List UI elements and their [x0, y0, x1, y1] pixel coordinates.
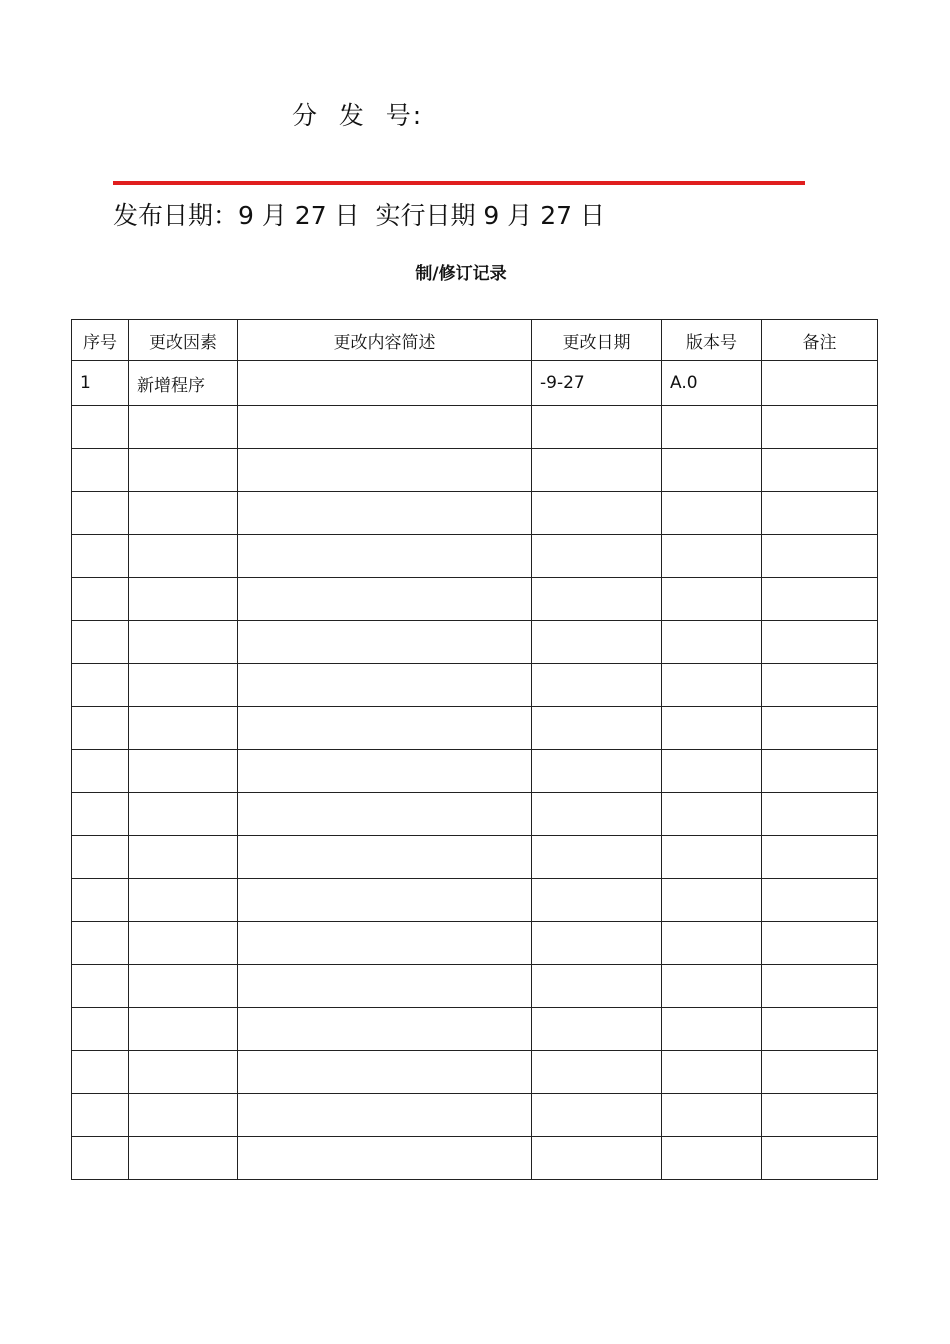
cell-remarks	[762, 750, 878, 793]
cell-remarks	[762, 1051, 878, 1094]
table-row	[72, 707, 878, 750]
cell-remarks	[762, 965, 878, 1008]
cell-remarks	[762, 406, 878, 449]
table-row	[72, 879, 878, 922]
cell-version	[662, 406, 762, 449]
cell-change-summary	[238, 578, 532, 621]
table-row	[72, 1051, 878, 1094]
cell-seq	[72, 1008, 129, 1051]
cell-change-summary	[238, 965, 532, 1008]
cell-change-date	[532, 449, 662, 492]
cell-remarks	[762, 578, 878, 621]
cell-change-summary	[238, 664, 532, 707]
cell-change-summary	[238, 793, 532, 836]
table-row	[72, 535, 878, 578]
cell-seq	[72, 750, 129, 793]
cell-change-date	[532, 406, 662, 449]
cell-version	[662, 922, 762, 965]
cell-remarks	[762, 492, 878, 535]
issue-effective-dates: 发布日期：9 月 27 日 实行日期 9 月 27 日	[113, 201, 605, 230]
cell-remarks	[762, 707, 878, 750]
cell-change-reason	[129, 793, 238, 836]
cell-change-summary	[238, 922, 532, 965]
cell-version	[662, 535, 762, 578]
cell-change-date	[532, 750, 662, 793]
cell-change-date	[532, 664, 662, 707]
cell-change-summary	[238, 1137, 532, 1180]
cell-change-date	[532, 1094, 662, 1137]
cell-change-reason	[129, 922, 238, 965]
cell-seq: 1	[72, 361, 129, 406]
cell-seq	[72, 879, 129, 922]
table-row	[72, 750, 878, 793]
cell-version	[662, 1051, 762, 1094]
cell-change-reason	[129, 449, 238, 492]
cell-change-reason	[129, 836, 238, 879]
cell-change-summary	[238, 879, 532, 922]
table-row	[72, 1008, 878, 1051]
cell-seq	[72, 535, 129, 578]
table-row	[72, 1094, 878, 1137]
cell-remarks	[762, 449, 878, 492]
cell-remarks	[762, 1094, 878, 1137]
red-divider	[113, 181, 805, 185]
cell-change-summary	[238, 1008, 532, 1051]
cell-seq	[72, 406, 129, 449]
cell-change-summary	[238, 1094, 532, 1137]
cell-change-reason	[129, 965, 238, 1008]
cell-version	[662, 449, 762, 492]
cell-change-reason	[129, 578, 238, 621]
cell-change-date	[532, 1051, 662, 1094]
table-row	[72, 1137, 878, 1180]
cell-seq	[72, 707, 129, 750]
cell-change-date	[532, 535, 662, 578]
cell-change-summary	[238, 750, 532, 793]
table-row	[72, 965, 878, 1008]
cell-version	[662, 578, 762, 621]
cell-version	[662, 1137, 762, 1180]
col-header-change-date: 更改日期	[532, 320, 662, 361]
table-row	[72, 621, 878, 664]
cell-change-date	[532, 922, 662, 965]
cell-change-date	[532, 879, 662, 922]
cell-change-reason	[129, 879, 238, 922]
col-header-seq: 序号	[72, 320, 129, 361]
cell-remarks	[762, 922, 878, 965]
cell-seq	[72, 578, 129, 621]
table-row	[72, 578, 878, 621]
cell-version	[662, 1094, 762, 1137]
cell-change-reason: 新增程序	[129, 361, 238, 406]
cell-change-date	[532, 793, 662, 836]
cell-change-date: -9-27	[532, 361, 662, 406]
cell-change-reason	[129, 1094, 238, 1137]
table-row	[72, 406, 878, 449]
cell-version	[662, 750, 762, 793]
table-row	[72, 836, 878, 879]
cell-seq	[72, 664, 129, 707]
cell-change-date	[532, 965, 662, 1008]
cell-seq	[72, 449, 129, 492]
distribution-number-label: 分 发 号:	[292, 101, 424, 130]
cell-version	[662, 621, 762, 664]
cell-seq	[72, 922, 129, 965]
cell-change-reason	[129, 621, 238, 664]
cell-change-date	[532, 492, 662, 535]
cell-seq	[72, 492, 129, 535]
cell-change-summary	[238, 836, 532, 879]
table-row	[72, 449, 878, 492]
cell-version	[662, 793, 762, 836]
cell-change-summary	[238, 406, 532, 449]
cell-change-reason	[129, 535, 238, 578]
cell-seq	[72, 836, 129, 879]
cell-change-summary	[238, 361, 532, 406]
cell-change-reason	[129, 492, 238, 535]
table-row	[72, 492, 878, 535]
cell-remarks	[762, 1008, 878, 1051]
cell-seq	[72, 1094, 129, 1137]
cell-remarks	[762, 535, 878, 578]
cell-change-summary	[238, 449, 532, 492]
cell-change-reason	[129, 1051, 238, 1094]
cell-change-date	[532, 578, 662, 621]
cell-remarks	[762, 361, 878, 406]
cell-change-summary	[238, 1051, 532, 1094]
cell-seq	[72, 1137, 129, 1180]
cell-change-date	[532, 1008, 662, 1051]
table-row	[72, 664, 878, 707]
cell-version	[662, 1008, 762, 1051]
col-header-remarks: 备注	[762, 320, 878, 361]
revision-table	[71, 319, 878, 1180]
cell-remarks	[762, 836, 878, 879]
cell-seq	[72, 965, 129, 1008]
table-row	[72, 922, 878, 965]
cell-change-reason	[129, 750, 238, 793]
cell-seq	[72, 793, 129, 836]
cell-change-date	[532, 621, 662, 664]
cell-seq	[72, 1051, 129, 1094]
cell-remarks	[762, 664, 878, 707]
cell-change-date	[532, 707, 662, 750]
cell-change-reason	[129, 664, 238, 707]
revision-record-title: 制/修订记录	[415, 264, 507, 284]
cell-change-reason	[129, 1008, 238, 1051]
cell-version: A.0	[662, 361, 762, 406]
table-row	[72, 793, 878, 836]
cell-seq	[72, 621, 129, 664]
cell-version	[662, 664, 762, 707]
cell-version	[662, 836, 762, 879]
col-header-version: 版本号	[662, 320, 762, 361]
cell-change-summary	[238, 707, 532, 750]
cell-change-reason	[129, 707, 238, 750]
cell-change-summary	[238, 621, 532, 664]
cell-change-reason	[129, 406, 238, 449]
cell-change-summary	[238, 535, 532, 578]
cell-change-date	[532, 836, 662, 879]
cell-version	[662, 492, 762, 535]
cell-remarks	[762, 1137, 878, 1180]
table-header-row	[72, 320, 878, 361]
col-header-change-summary: 更改内容简述	[238, 320, 532, 361]
cell-version	[662, 707, 762, 750]
cell-change-summary	[238, 492, 532, 535]
cell-remarks	[762, 793, 878, 836]
cell-version	[662, 879, 762, 922]
table-row	[72, 361, 878, 406]
col-header-change-reason: 更改因素	[129, 320, 238, 361]
cell-remarks	[762, 879, 878, 922]
cell-change-date	[532, 1137, 662, 1180]
cell-remarks	[762, 621, 878, 664]
cell-change-reason	[129, 1137, 238, 1180]
cell-version	[662, 965, 762, 1008]
